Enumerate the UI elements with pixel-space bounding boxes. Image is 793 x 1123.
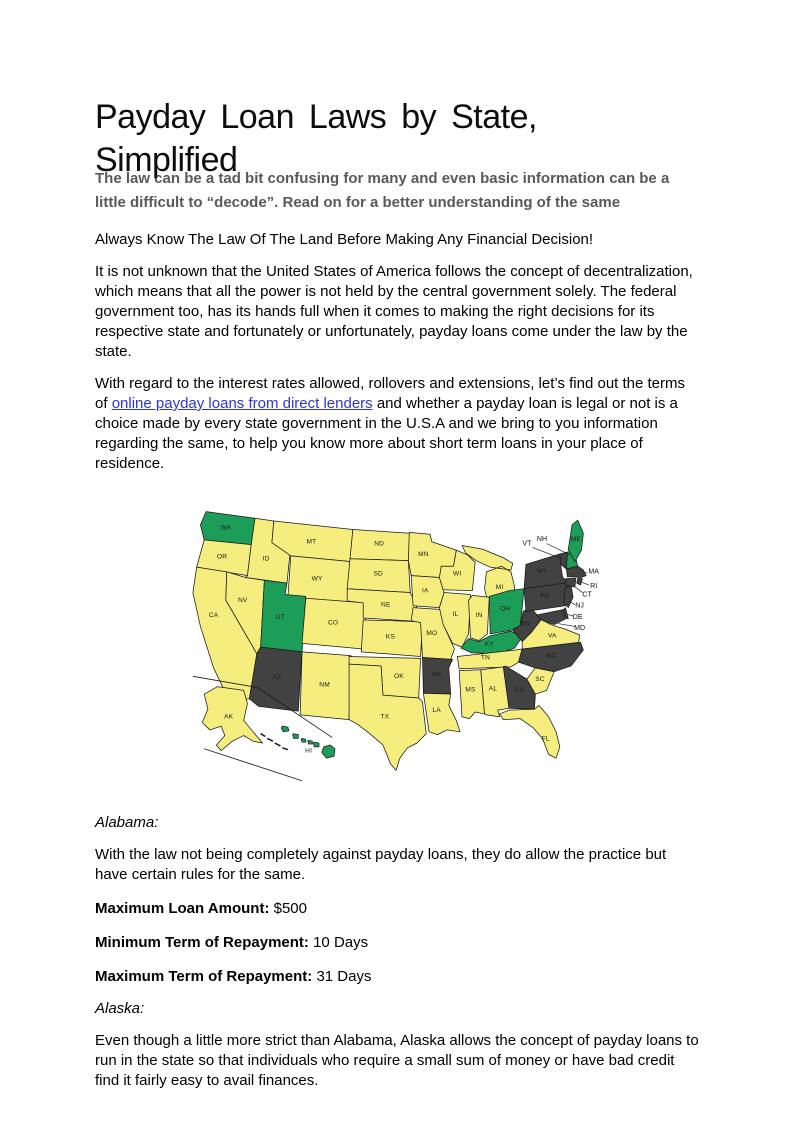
state-label-mo: MO <box>426 629 438 637</box>
state-label-or: OR <box>216 553 228 561</box>
fact-value: $500 <box>273 900 307 918</box>
state-label-ky: KY <box>484 641 494 649</box>
fact-label: Maximum Term of Repayment: <box>95 968 313 986</box>
fact-value: 31 Days <box>316 968 372 986</box>
state-label-fl: FL <box>541 735 550 743</box>
state-label-nj: NJ <box>575 602 584 610</box>
state-label-nm: NM <box>319 681 330 689</box>
state-label-nv: NV <box>237 596 248 604</box>
us-map-svg <box>191 506 605 788</box>
state-ri <box>577 578 583 585</box>
us-map-figure <box>191 506 605 788</box>
terms-paragraph-pre: With regard to the interest rates allowed, rollovers and extensions, let’s find out the terms of <box>95 375 686 412</box>
alabama-body: With the law not being completely against payday loans, they do allow the practice but have certain rules for the same. <box>95 846 667 884</box>
callout-line-ri <box>581 582 589 585</box>
state-label-ok: OK <box>393 673 404 681</box>
state-label-mt: MT <box>306 538 317 546</box>
section-alabama <box>95 813 701 987</box>
terms-paragraph-post: and whether a payday loan is legal or not is a choice made by every state government in the U.S.A and we bring to you information regarding the same, to help you know more about short term loans in your place of residence. <box>95 395 678 472</box>
state-label-wa: WA <box>220 524 232 532</box>
state-label-tx: TX <box>380 713 390 721</box>
state-label-ut: UT <box>275 613 285 621</box>
alaska-heading: Alaska: <box>95 1000 145 1018</box>
page-title <box>95 96 701 182</box>
callout-line-nh <box>547 544 571 555</box>
state-label-ma: MA <box>588 568 599 576</box>
inset-divider-line <box>261 734 288 750</box>
state-ms <box>459 670 484 719</box>
fact-value: 10 Days <box>313 934 369 952</box>
state-label-ak: AK <box>224 713 234 721</box>
state-ct <box>565 578 576 586</box>
state-label-ks: KS <box>385 633 396 641</box>
title-line-2: Simplified <box>95 141 238 179</box>
intro-paragraph: It is not unknown that the United States of America follows the concept of decentralization, which means that all the power is not held by the central government solely. The federal government too, has its hands full when it comes to making the right decisions for its respective state and fortunately or unfortunately, payday loans come under the law by the state. <box>95 263 693 360</box>
state-label-ri: RI <box>590 582 598 590</box>
state-label-wv: WV <box>519 620 531 628</box>
state-label-ct: CT <box>582 591 592 599</box>
state-label-md: MD <box>574 625 586 633</box>
state-label-ar: AR <box>431 671 442 679</box>
state-label-co: CO <box>327 619 339 627</box>
callout-line-ct <box>574 586 582 593</box>
state-label-tn: TN <box>480 654 491 662</box>
state-label-in: IN <box>475 612 483 620</box>
state-label-vt: VT <box>522 540 532 548</box>
title-line-1: Payday Loan Laws by State, <box>95 98 537 136</box>
state-label-la: LA <box>432 707 441 715</box>
alabama-heading: Alabama: <box>95 814 159 832</box>
state-label-sd: SD <box>373 570 383 578</box>
state-label-mi: MI <box>495 583 504 591</box>
state-label-ne: NE <box>381 601 391 609</box>
state-label-de: DE <box>572 613 583 621</box>
fact-label: Minimum Term of Repayment: <box>95 934 309 952</box>
state-label-oh: OH <box>500 605 511 613</box>
state-label-wy: WY <box>311 575 323 583</box>
state-label-hi: HI <box>305 747 313 755</box>
state-fl <box>500 705 560 758</box>
state-label-ca: CA <box>208 612 219 620</box>
state-la <box>423 693 460 734</box>
fact-line <box>95 967 701 987</box>
terms-paragraph <box>95 374 701 474</box>
callout-line-md <box>558 624 575 627</box>
state-label-ga: GA <box>514 686 525 694</box>
state-label-va: VA <box>547 632 557 640</box>
state-label-al: AL <box>488 685 498 693</box>
state-label-nc: NC <box>546 652 557 660</box>
inset-divider-line <box>204 749 302 781</box>
state-label-az: AZ <box>272 674 282 682</box>
state-label-sc: SC <box>535 676 545 684</box>
state-label-ia: IA <box>421 587 429 595</box>
section-alaska <box>95 999 701 1091</box>
state-label-ny: NY <box>537 567 547 575</box>
state-label-nd: ND <box>374 540 385 548</box>
page-subtitle: The law can be a tad bit confusing for many and even basic information can be a little difficult to “decode”. Read on for a better understanding of the same <box>95 170 670 211</box>
fact-line <box>95 933 701 953</box>
state-label-id: ID <box>262 555 270 563</box>
state-label-wi: WI <box>453 570 462 578</box>
alaska-body: Even though a little more strict than Alabama, Alaska allows the concept of payday loans to run in the state so that individuals who require a small sum of money or have bad credit find it fairly easy to avail finances. <box>95 1032 699 1090</box>
state-label-pa: PA <box>540 592 550 600</box>
fact-line <box>95 899 701 919</box>
state-label-il: IL <box>452 611 459 619</box>
state-label-mn: MN <box>418 550 429 558</box>
state-label-me: ME <box>570 535 581 543</box>
state-label-nh: NH <box>536 535 548 543</box>
payday-loans-link[interactable]: online payday loans from direct lenders <box>111 395 373 412</box>
state-label-ms: MS <box>465 686 476 694</box>
fact-label: Maximum Loan Amount: <box>95 900 270 918</box>
tagline: Always Know The Law Of The Land Before Making Any Financial Decision! <box>95 231 594 248</box>
